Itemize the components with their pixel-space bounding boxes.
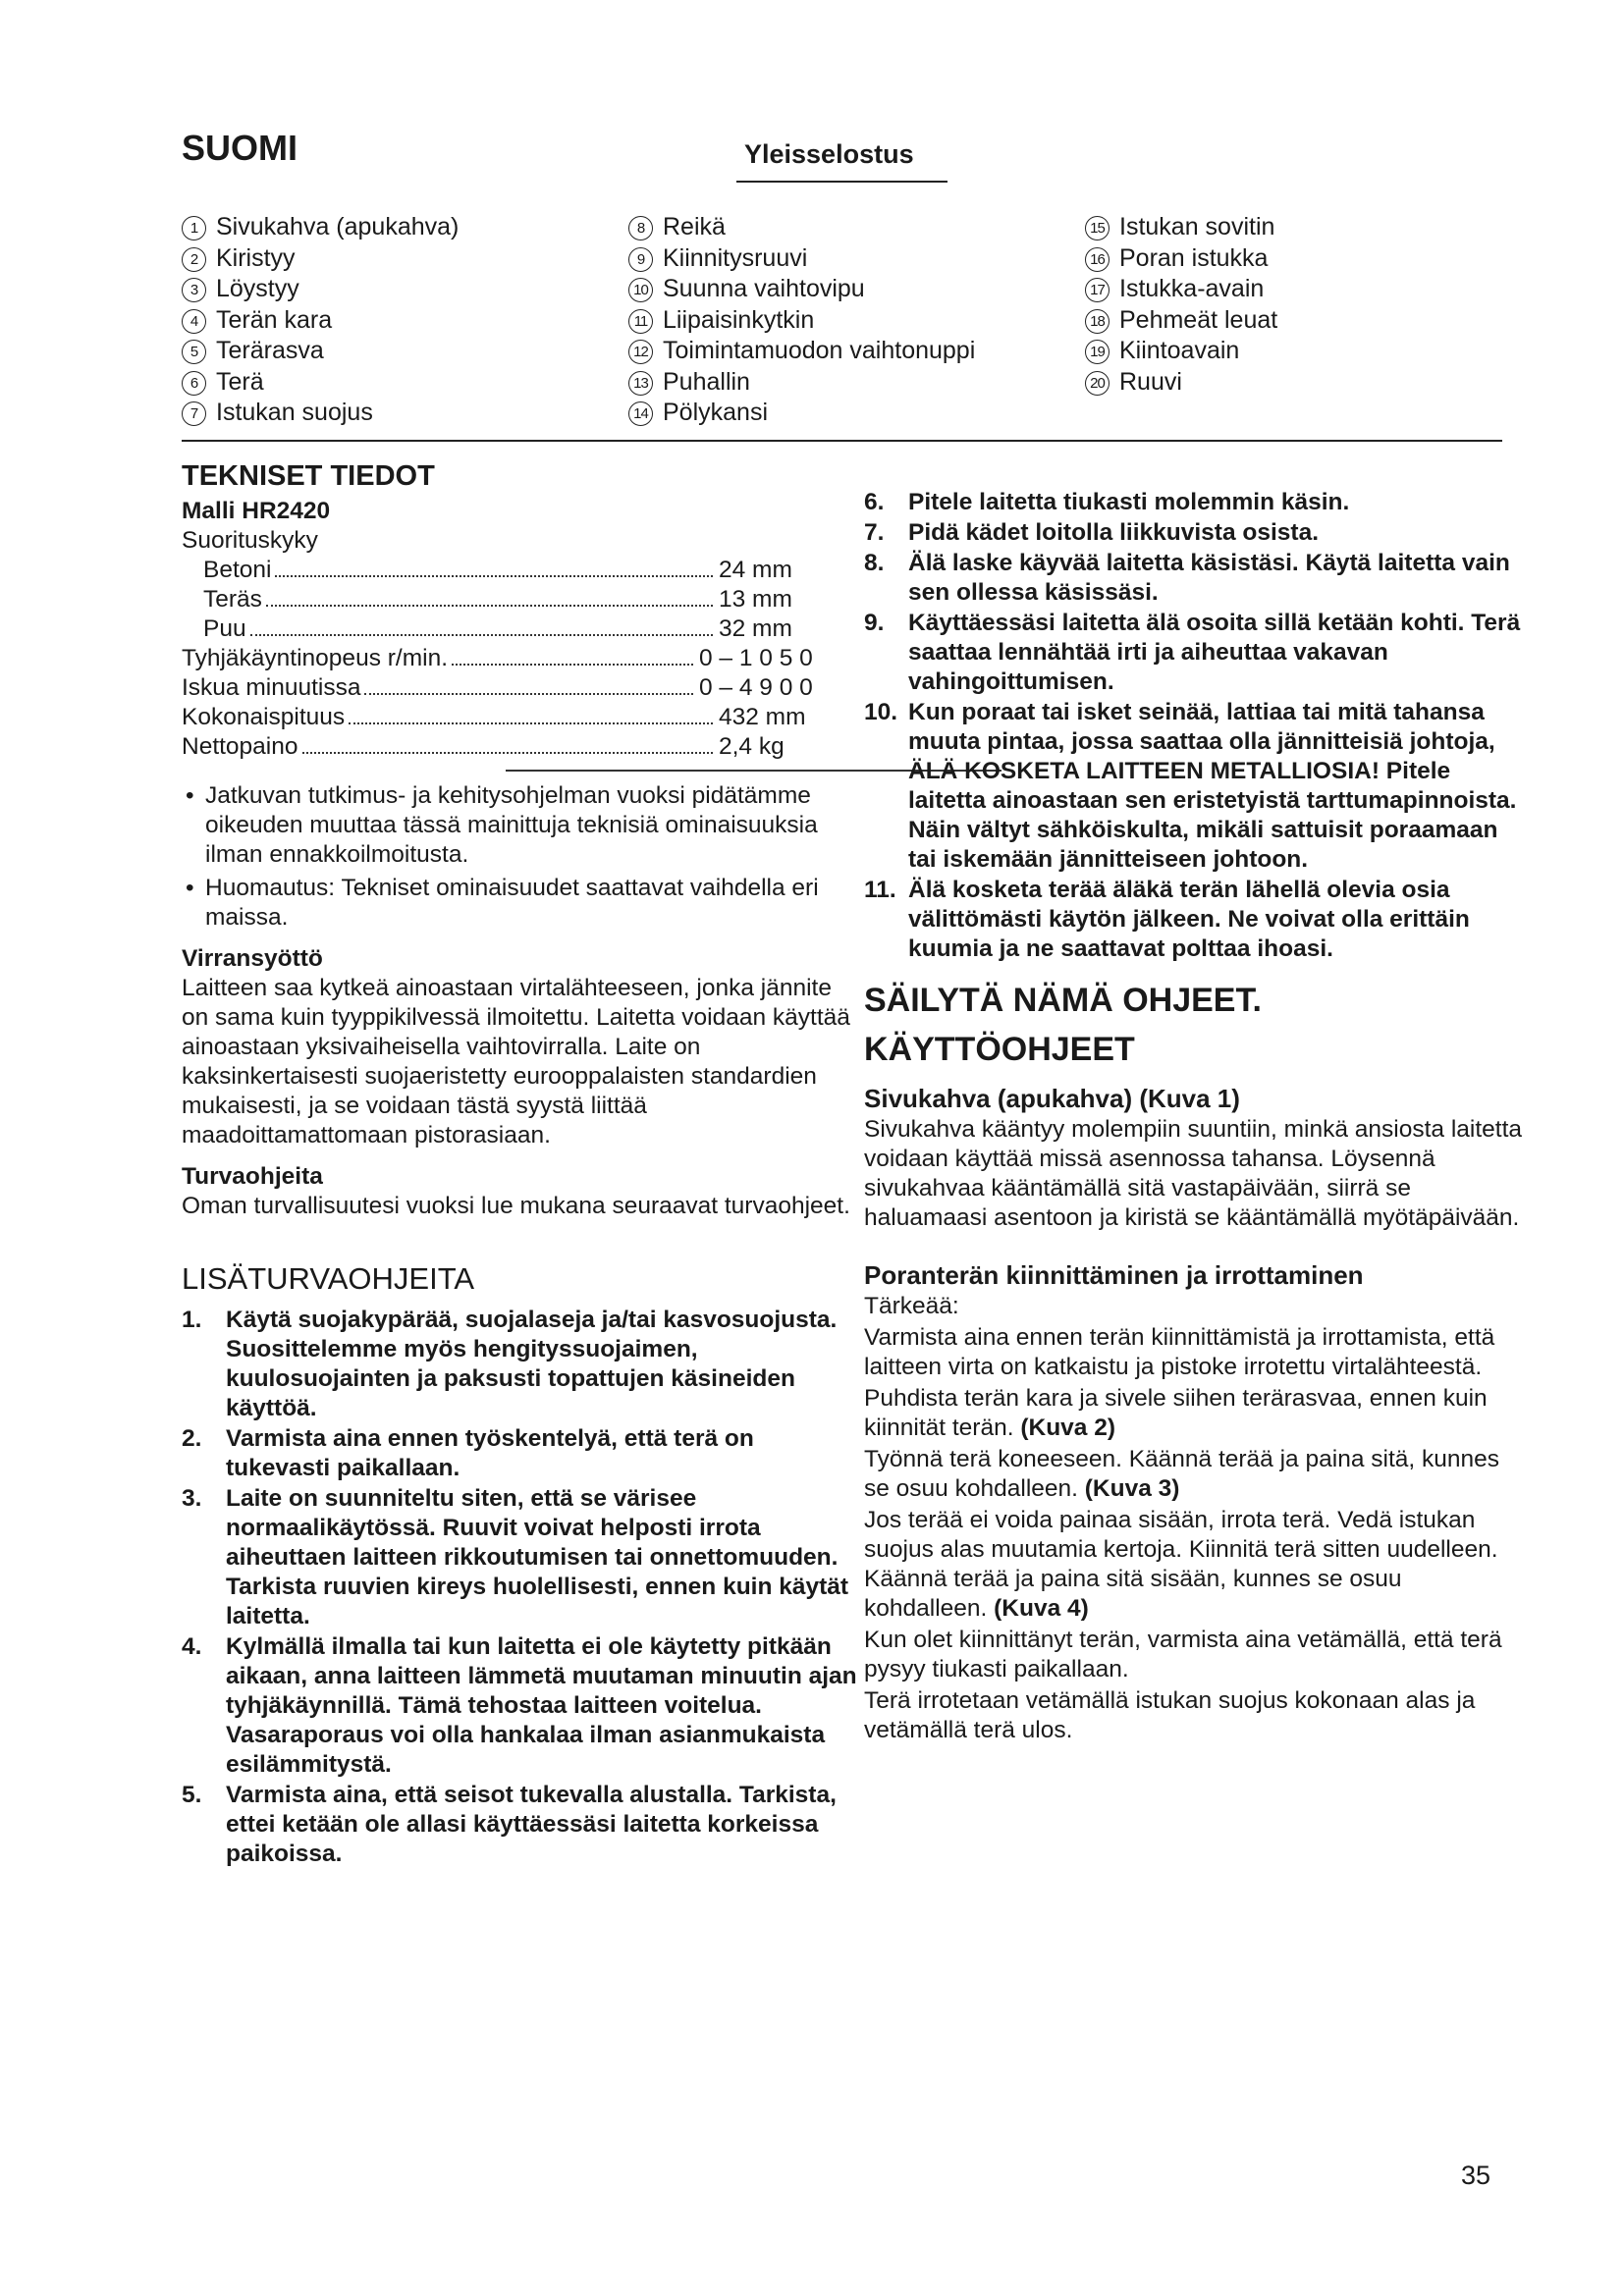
- general-description-title: Yleisselostus: [744, 139, 914, 169]
- save-instructions-heading: SÄILYTÄ NÄMÄ OHJEET.: [864, 982, 1262, 1019]
- parts-list-column-2: [628, 212, 975, 429]
- bit-text-3: Työnnä terä koneeseen. Käännä terää ja paina sitä, kunnes se osuu kohdalleen. (Kuva 3): [864, 1446, 1499, 1502]
- safety-list: [182, 1306, 859, 1869]
- spec-row: Puu 32 mm: [203, 615, 792, 642]
- important-label: Tärkeää:: [864, 1293, 959, 1319]
- section-divider: [182, 440, 1502, 442]
- spec-row: Nettopaino 2,4 kg: [182, 733, 785, 760]
- part-item: 15 Istukan sovitin: [1085, 212, 1277, 243]
- title-underline: [736, 181, 947, 183]
- safety-list-continued: [864, 488, 1522, 964]
- list-item: 9. Käyttäessäsi laitetta älä osoita sillä ketään kohti. Terä saattaa lennähtää irti ja aiheuttaa vakavan vahingoittumisen.: [864, 610, 1521, 695]
- part-item: 8 Reikä: [628, 212, 975, 243]
- list-item: 2. Varmista aina ennen työskentelyä, että terä on tukevasti paikallaan.: [182, 1425, 754, 1481]
- list-item: 6. Pitele laitetta tiukasti molemmin käsin.: [864, 489, 1350, 515]
- part-item: 2 Kiristyy: [182, 243, 459, 275]
- spec-row: Tyhjäkäyntinopeus r/min. 0 – 1 0 5 0: [182, 645, 813, 671]
- model-name: Malli HR2420: [182, 498, 331, 524]
- part-item: 11 Liipaisinkytkin: [628, 305, 975, 337]
- part-item: 3 Löystyy: [182, 274, 459, 305]
- left-column: [182, 461, 859, 1870]
- spec-row: Betoni 24 mm: [203, 557, 792, 583]
- part-item: 12 Toimintamuodon vaihtonuppi: [628, 336, 975, 367]
- part-item: 17 Istukka-avain: [1085, 274, 1277, 305]
- power-heading: Virransyöttö: [182, 945, 323, 972]
- parts-list-column-3: [1085, 212, 1277, 398]
- part-item: 4 Terän kara: [182, 305, 459, 337]
- part-item: 20 Ruuvi: [1085, 367, 1277, 399]
- language-heading: SUOMI: [182, 128, 298, 168]
- part-item: 16 Poran istukka: [1085, 243, 1277, 275]
- safety-text: Oman turvallisuutesi vuoksi lue mukana seuraavat turvaohjeet.: [182, 1193, 850, 1219]
- list-item: 4. Kylmällä ilmalla tai kun laitetta ei ole käytetty pitkään aikaan, anna laitteen lämmetä muutaman minuutin ajan tyhjäkäynnillä. Tämä tehostaa laitteen voitelua. Vasaraporaus voi olla hankalaa ilman asianmukaista esilämmitystä.: [182, 1633, 857, 1778]
- spec-row: Teräs 13 mm: [203, 586, 792, 613]
- bit-text-6: Terä irrotetaan vetämällä istukan suojus kokonaan alas ja vetämällä terä ulos.: [864, 1687, 1476, 1743]
- list-item: 1. Käytä suojakypärää, suojalaseja ja/tai kasvosuojusta. Suosittelemme myös hengityssuojaimen, kuulosuojainten ja paksusti topattujen käsineiden käyttöä.: [182, 1307, 838, 1421]
- part-item: 18 Pehmeät leuat: [1085, 305, 1277, 337]
- part-item: 14 Pölykansi: [628, 398, 975, 429]
- specs-title: TEKNISET TIEDOT: [182, 460, 435, 492]
- spec-row: Iskua minuutissa 0 – 4 9 0 0: [182, 674, 813, 701]
- list-item: 7. Pidä kädet loitolla liikkuvista osista.: [864, 519, 1320, 546]
- list-item: 11. Älä kosketa terää äläkä terän lähellä olevia osia välittömästi käytön jälkeen. Ne voivat olla erittäin kuumia ja ne saattavat polttaa ihoasi.: [864, 877, 1470, 962]
- part-item: 6 Terä: [182, 367, 459, 399]
- side-handle-text: Sivukahva kääntyy molempiin suuntiin, minkä ansiosta laitetta voidaan käyttää missä asennossa tahansa. Löysennä sivukahvaa kääntämällä sitä vastapäivään, siirrä se haluamaasi asentoon ja kiristä se kääntämällä myötäpäivään.: [864, 1116, 1523, 1231]
- bit-text-5: Kun olet kiinnittänyt terän, varmista aina vetämällä, että terä pysyy tiukasti paikallaan.: [864, 1627, 1502, 1682]
- additional-safety-heading: LISÄTURVAOHJEITA: [182, 1261, 475, 1296]
- parts-list-column-1: [182, 212, 459, 429]
- page-number: 35: [1461, 2161, 1491, 2190]
- part-item: 19 Kiintoavain: [1085, 336, 1277, 367]
- power-text: Laitteen saa kytkeä ainoastaan virtalähteeseen, jonka jännite on sama kuin tyyppikilvessä ilmoitettu. Laitetta voidaan käyttää ainoastaan yksivaiheisella vaihtovirralla. Laite on kaksinkertaisesti suojaeristetty eurooppalaisten standardien mukaisesti, ja se voidaan tästä syystä liittää maadoittamattomaan pistorasiaan.: [182, 975, 850, 1148]
- spec-row: Kokonaispituus 432 mm: [182, 704, 806, 730]
- part-item: 10 Suunna vaihtovipu: [628, 274, 975, 305]
- part-item: 7 Istukan suojus: [182, 398, 459, 429]
- bit-text-1: Varmista aina ennen terän kiinnittämistä ja irrottamista, että laitteen virta on katkaistu ja pistoke irrotettu virtalähteestä.: [864, 1324, 1495, 1380]
- bit-install-heading: Poranterän kiinnittäminen ja irrottaminen: [864, 1260, 1364, 1290]
- safety-heading: Turvaohjeita: [182, 1163, 323, 1190]
- list-item: 8. Älä laske käyvää laitetta käsistäsi. Käytä laitetta vain sen ollessa käsissäsi.: [864, 550, 1510, 606]
- bit-text-2: Puhdista terän kara ja sivele siihen terärasvaa, ennen kuin kiinnität terän. (Kuva 2): [864, 1385, 1488, 1441]
- part-item: 5 Terärasva: [182, 336, 459, 367]
- list-item: 10. Kun poraat tai isket seinää, lattiaa tai mitä tahansa muuta pintaa, jossa saattaa olla jännitteisiä johtoja, ÄLÄ KOSKETA LAITTEEN METALLIOSIA! Pitele laitetta ainoastaan sen eristetyistä tarttumapinnoista. Näin vältyt sähköiskulta, mikäli sattuisit poraamaan tai iskemään jännitteiseen johtoon.: [864, 699, 1517, 873]
- right-column: [864, 488, 1522, 1747]
- capacity-label: Suorituskyky: [182, 527, 318, 554]
- bit-text-4: Jos terää ei voida painaa sisään, irrota terä. Vedä istukan suojus alas muutamia kertoja. Kiinnitä terä sitten uudelleen. Käännä terää ja paina sitä sisään, kunnes se osuu kohdalleen. (Kuva 4): [864, 1507, 1498, 1622]
- list-item: 5. Varmista aina, että seisot tukevalla alustalla. Tarkista, ettei ketään ole allasi käyttäessäsi laitetta korkeissa paikoissa.: [182, 1782, 837, 1867]
- side-handle-heading: Sivukahva (apukahva) (Kuva 1): [864, 1084, 1240, 1113]
- part-item: 9 Kiinnitysruuvi: [628, 243, 975, 275]
- spec-note: • Huomautus: Tekniset ominaisuudet saattavat vaihdella eri maissa.: [182, 874, 859, 933]
- list-item: 3. Laite on suunniteltu siten, että se värisee normaalikäytössä. Ruuvit voivat helposti irrota aiheuttaen laitteen rikkoutumisen tai onnettomuuden. Tarkista ruuvien kireys huolellisesti, ennen kuin käytät laitetta.: [182, 1485, 849, 1629]
- spec-note: • Jatkuvan tutkimus- ja kehitysohjelman vuoksi pidätämme oikeuden muuttaa tässä mainittuja teknisiä ominaisuuksia ilman ennakkoilmoitusta.: [182, 781, 859, 870]
- part-item: 1 Sivukahva (apukahva): [182, 212, 459, 243]
- part-item: 13 Puhallin: [628, 367, 975, 399]
- specs-table: [182, 556, 835, 762]
- operating-instructions-heading: KÄYTTÖOHJEET: [864, 1031, 1135, 1068]
